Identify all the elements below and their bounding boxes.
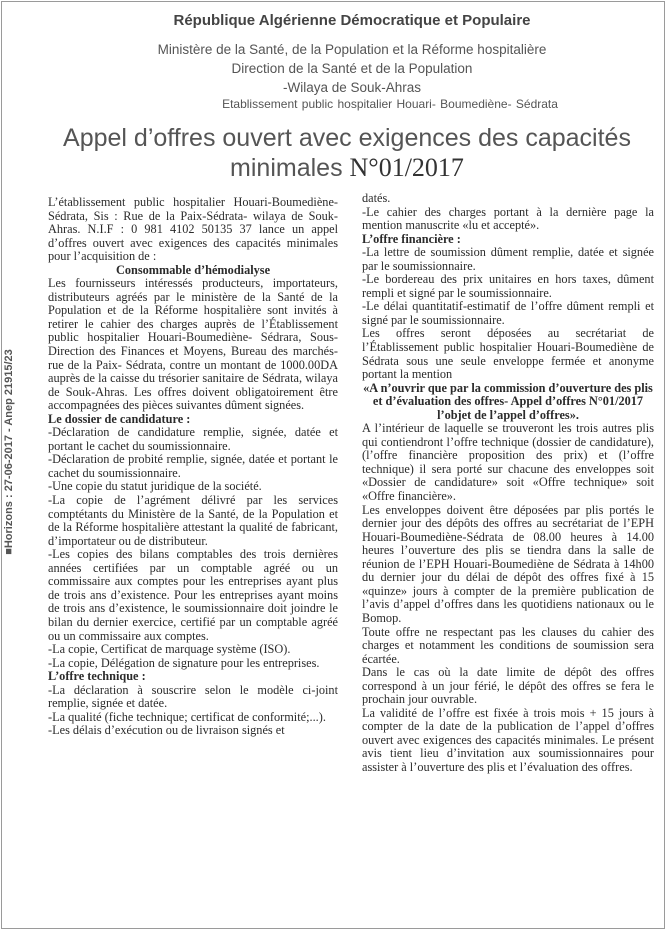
paragraph: -Le bordereau des prix unitaires en hors taxes, dûment rempli et signé par le soumissionnaire. bbox=[362, 272, 654, 300]
text-column-right bbox=[362, 192, 654, 775]
header-direction: Direction de la Santé et de la Population bbox=[231, 61, 473, 76]
paragraph: -La qualité (fiche technique; certificat de conformité;...). bbox=[48, 709, 326, 724]
paragraph: -La lettre de soumission dûment remplie, datée et signée par le soumissionnaire. bbox=[362, 245, 654, 273]
paragraph: datés. bbox=[362, 191, 391, 205]
title-line-1: Appel d’offres ouvert avec exigences des capacités bbox=[63, 124, 631, 152]
paragraph: Toute offre ne respectant pas les clauses du cahier des charges et notamment les conditions de soumission sera écartée. bbox=[362, 624, 654, 666]
paragraph: Consommable d’hémodialyse bbox=[115, 262, 271, 277]
paragraph: -La déclaration à souscrire selon le modèle ci-joint remplie, signée et datée. bbox=[48, 682, 338, 711]
title-number: N°01/2017 bbox=[349, 153, 464, 182]
paragraph: -Les copies des bilans comptables des trois dernières années certifiées par un comptable agréé ou un commissaire aux comptes pour les entreprises ayant plus de trois ans d’existence. Pour les entreprises ayant moins de trois ans d’existence, le soumissionnaire doit joindre le bilan du dernier exercice, certifié par un comptable agréé ou un commissaire aux comptes. bbox=[48, 547, 338, 643]
paragraph: Les enveloppes doivent être déposées par plis portés le dernier jour des dépôts des offres au secrétariat de l’EPH Houari-Boumediène-Sédrata de 08.00 heures à 14.00 heures l’ouverture des plis se tiendra dans la salle de réunion de l’EPH Houari-Boumediène de Sédrata à 14h00 du dernier jour du délai de dépôt des offres fixé à 15 «quinze» jours à compter de la première publication de l’avis d’appel d’offres dans les quotidiens nationaux ou le Bomop. bbox=[362, 502, 654, 625]
side-label-text: ■Horizons : 27-06-2017 - Anep 21915/23 bbox=[3, 349, 15, 555]
title-line-2-text: minimales bbox=[230, 154, 350, 182]
paragraph: A l’intérieur de laquelle se trouveront les trois autres plis qui contiendront l’offre technique (dossier de candidature), (l’offre financière proposition des prix) et (l’offre technique) il sera porté sur chacune des enveloppes soit «Dossier de candidature» soit «Offre technique» soit «Offre financière». bbox=[362, 421, 654, 504]
header-republic: République Algérienne Démocratique et Populaire bbox=[173, 12, 531, 29]
paragraph: L’offre technique : bbox=[48, 669, 146, 684]
paragraph: L’établissement public hospitalier Houari-Boumediène- Sédrata, Sis : Rue de la Paix-Sédrata- wilaya de Souk-Ahras. N.I.F : 0 981 4102 50135 37 lance un appel d’offres ouvert avec exigences des capacités minimales pour l’acquisition de : bbox=[48, 195, 338, 264]
publication-side-label bbox=[0, 300, 18, 610]
paragraph: Le dossier de candidature : bbox=[48, 411, 191, 426]
paragraph: -Les délais d’exécution ou de livraison signés et bbox=[48, 723, 285, 738]
paragraph: «A n’ouvrir que par la commission d’ouverture des plis et d’évaluation des offres- Appel d’offres N°01/2017 l’objet de l’appel d’offres». bbox=[363, 380, 653, 422]
paragraph: L’offre financière : bbox=[362, 231, 461, 246]
title-line-2 bbox=[30, 153, 664, 183]
paragraph: Les fournisseurs intéressés producteurs, importateurs, distributeurs agréés par le ministère de la Santé de la Population et de la Réforme hospitalière sont invités à retirer le cahier des charges auprès de l’Établissement public hospitalier Houari-Boumediène- Sédrara, Sous-Direction des Finances et Moyens, Bureau des marchés- rue de la Paix- Sédrata, contre un montant de 1000.00DA auprès de la caisse du trésorier sanitaire de Sédrata, wilaya de Souk-Ahras. Les offres doivent obligatoirement être accompagnées des pièces suivantes dûment signées. bbox=[48, 276, 338, 413]
header-establishment: Etablissement public hospitalier Houari- Boumediène- Sédrata bbox=[222, 97, 558, 111]
text-column-left bbox=[48, 196, 338, 738]
notice-title bbox=[30, 124, 664, 183]
paragraph: Les offres seront déposées au secrétariat de l’Établissement public hospitalier Houari-Boumediène de Sédrata sous une seule enveloppe fermée et anonyme portant la mention bbox=[362, 326, 654, 382]
paragraph: -Déclaration de candidature remplie, signée, datée et portant le cachet du soumissionnaire. bbox=[48, 425, 338, 453]
paragraph: -La copie, Certificat de marquage système (ISO). bbox=[48, 642, 291, 657]
paragraph: La validité de l’offre est fixée à trois mois + 15 jours à compter de la date de la publication de l’appel d’offres ouvert avec exigences des capacités minimales. Le présent avis tient lieu d’invitation aux soumissionnaires pour assister à l’ouverture des plis et l’évaluation des offres. bbox=[362, 705, 654, 774]
paragraph: -La copie, Délégation de signature pour les entreprises. bbox=[48, 655, 320, 670]
paragraph: -Le cahier des charges portant à la dernière page la mention manuscrite «lu et accepté». bbox=[362, 204, 654, 233]
paragraph: -La copie de l’agrément délivré par les services comptétants du Ministère de la Santé, de la Population et de la Réforme hospitalière attestant la qualité de fabricant, d’importateur ou de distributeur. bbox=[48, 493, 338, 548]
paragraph: -Une copie du statut juridique de la société. bbox=[48, 479, 262, 494]
header-wilaya: -Wilaya de Souk-Ahras bbox=[282, 80, 422, 95]
header-ministry: Ministère de la Santé, de la Population et la Réforme hospitalière bbox=[157, 42, 547, 57]
paragraph: -Déclaration de probité remplie, signée, datée et portant le cachet du soumissionnaire. bbox=[48, 452, 338, 480]
paragraph: -Le délai quantitatif-estimatif de l’offre dûment rempli et signé par le soumissionnaire. bbox=[362, 299, 654, 327]
paragraph: Dans le cas où la date limite de dépôt des offres correspond à un jour férié, le dépôt des offres se fera le prochain jour ouvrable. bbox=[362, 665, 654, 707]
